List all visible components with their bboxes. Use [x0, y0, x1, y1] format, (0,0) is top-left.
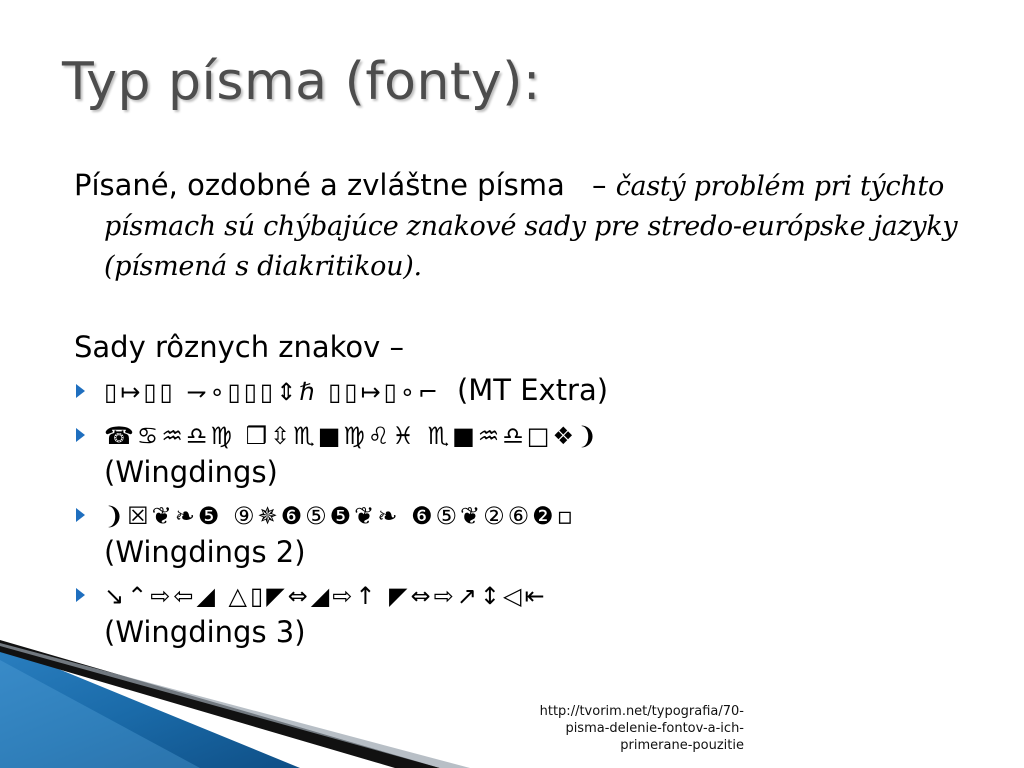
intro-heading: Písané, ozdobné a zvláštne písma — [74, 168, 565, 202]
font-example-wingdings — [74, 416, 974, 490]
sets-heading: Sady rôznych znakov – — [74, 330, 405, 364]
intro-body: častý problém pri týchto písmach sú chýbajúce znakové sady pre stredo-európske jazyky (písmená s diakritikou). — [104, 171, 958, 282]
bullet-arrow-icon — [76, 428, 85, 442]
bullet-arrow-icon — [76, 588, 85, 602]
font-name: (Wingdings 2) — [104, 535, 306, 569]
font-example-wingdings-2 — [74, 496, 974, 570]
font-example-list — [74, 372, 974, 650]
font-name: (Wingdings) — [104, 455, 278, 489]
slide-content — [74, 166, 974, 656]
font-example-wingdings-3 — [74, 576, 974, 650]
intro-dash: – — [591, 168, 607, 202]
font-example-mt-extra — [74, 372, 974, 410]
bullet-arrow-icon — [76, 384, 85, 398]
intro-paragraph — [74, 166, 974, 286]
font-name: (Wingdings 3) — [104, 615, 306, 649]
font-name: (MT Extra) — [456, 373, 609, 407]
symbol-sample: ↘⌃⇨⇦◢ △▯◤⇔◢⇨↑ ◤⇔⇨↗↕◁⇤ — [104, 582, 548, 610]
symbol-sample: ❩☒❦❧❺ ⑨✵❻⑤❺❦❧ ❻⑤❦②⑥❷▫ — [104, 502, 576, 530]
symbol-sample: ▯↦▯▯ ⇁∘▯▯▯⇕ℏ ▯▯↦▯∘⌐ — [104, 378, 441, 406]
bullet-arrow-icon — [76, 508, 85, 522]
slide-title: Typ písma (fonty): — [62, 52, 541, 112]
source-link[interactable]: http://tvorim.net/typografia/70- pisma-delenie-fontov-a-ich- primerane-pouzitie — [539, 704, 744, 753]
symbol-sample: ☎♋♒♎♍ ❒⇳♏■♍♌♓ ♏■♒♎□❖❩ — [104, 422, 601, 450]
